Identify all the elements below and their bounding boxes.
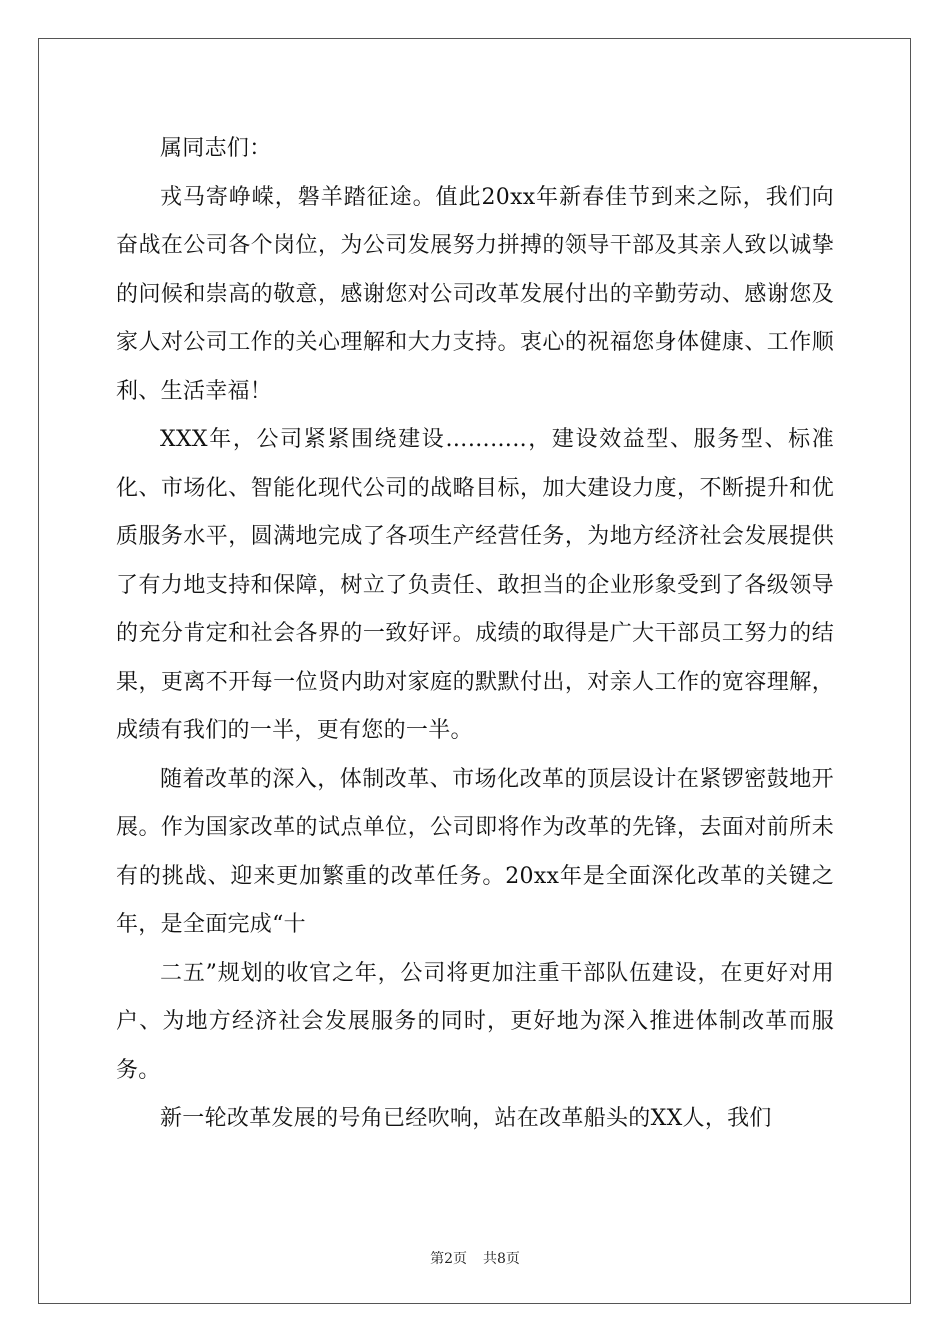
page-total: 共8页 (483, 1251, 520, 1267)
paragraph-greeting: 戎马寄峥嵘，磐羊踏征途。值此20xx年新春佳节到来之际，我们向奋战在公司各个岗位，为公司发展努力拼搏的领导干部及其亲人致以诚挚的问候和崇高的敬意，感谢您对公司改革发展付出的辛勤劳动、感谢您及家人对公司工作的关心理解和大力支持。衷心的祝福您身体健康、工作顺利、生活幸福！ (116, 184, 834, 404)
page-number: 第2页 (430, 1251, 467, 1267)
paragraph-plan: 二五”规划的收官之年，公司将更加注重干部队伍建设，在更好对用户、为地方经济社会发展服务的同时，更好地为深入推进体制改革而服务。 (116, 960, 834, 1083)
document-body (116, 125, 834, 1144)
page-footer (0, 1248, 950, 1268)
paragraph-reform: 随着改革的深入，体制改革、市场化改革的顶层设计在紧锣密鼓地开展。作为国家改革的试点单位，公司即将作为改革的先锋，去面对前所未有的挑战、迎来更加繁重的改革任务。20xx年是全面深化改革的关键之年，是全面完成“十 (116, 766, 834, 937)
paragraph-achievements: XXX年，公司紧紧围绕建设………..，建设效益型、服务型、标准化、市场化、智能化现代公司的战略目标，加大建设力度，不断提升和优质服务水平，圆满地完成了各项生产经营任务，为地方经济社会发展提供了有力地支持和保障，树立了负责任、敢担当的企业形象受到了各级领导的充分肯定和社会各界的一致好评。成绩的取得是广大干部员工努力的结果，更离不开每一位贤内助对家庭的默默付出，对亲人工作的宽容理解，成绩有我们的一半，更有您的一半。 (116, 427, 834, 743)
paragraph-salutation: 属同志们： (160, 136, 272, 161)
paragraph-closing: 新一轮改革发展的号角已经吹响，站在改革船头的XX人，我们 (160, 1106, 772, 1131)
